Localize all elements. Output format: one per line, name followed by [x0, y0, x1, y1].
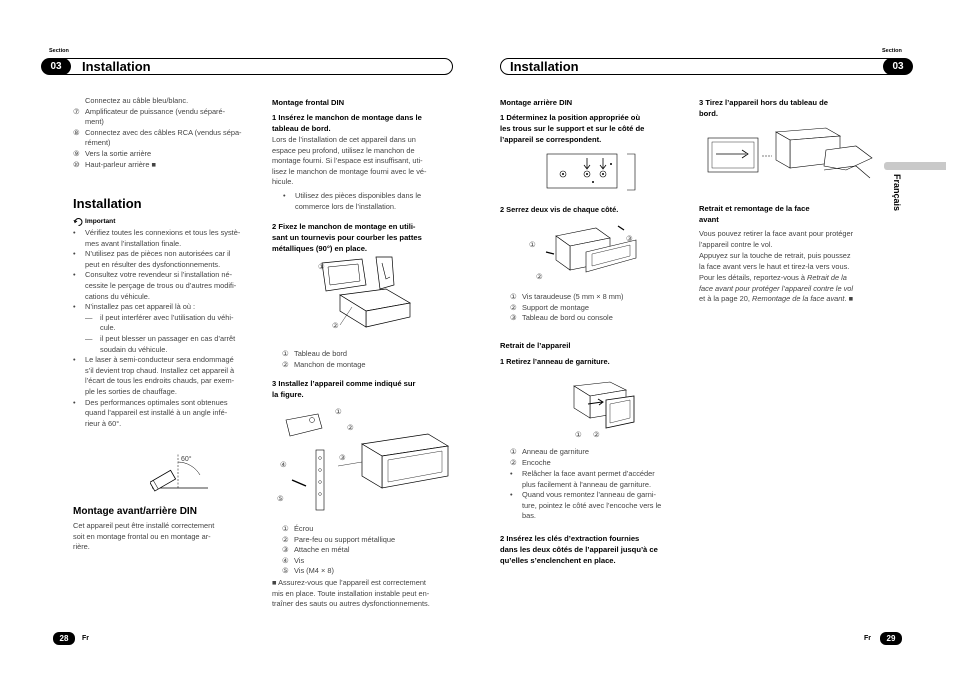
important-line	[73, 249, 258, 260]
important-line-text: quand l’appareil est installé à un angle infé-	[85, 408, 228, 418]
indent-spacer	[73, 366, 85, 377]
frontal-step2-line: sant un tournevis pour courber les pattes	[272, 233, 422, 242]
bullet-icon: •	[73, 355, 76, 365]
wiring-line	[73, 160, 258, 171]
header-title-left: Installation	[82, 59, 151, 74]
ring-legend-item	[510, 458, 690, 469]
din-body	[73, 521, 258, 553]
sleeve-legend-item-text: Tableau de bord	[294, 349, 348, 358]
frontal-step1-line: 1 Insérez le manchon de montage dans le	[272, 113, 422, 122]
wiring-line	[73, 117, 258, 128]
install-legend-item-number: ⑤	[282, 566, 289, 576]
din-heading: Montage avant/arrière DIN	[73, 506, 197, 517]
page-number-left: 28	[53, 632, 75, 645]
screw-legend-item-number: ①	[510, 292, 517, 301]
page-number-right: 29	[880, 632, 902, 645]
important-line	[73, 387, 258, 398]
important-line	[73, 281, 258, 292]
important-line	[73, 355, 258, 366]
important-line-text: ple les sorties de chauffage.	[85, 386, 177, 396]
important-line-text: cations du véhicule.	[85, 291, 150, 301]
angle-diagram	[150, 448, 210, 493]
face-body3-end: . ■	[844, 294, 854, 304]
face-heading-line: avant	[699, 215, 719, 224]
ring-legend	[510, 447, 690, 468]
install-legend-item-text: Vis	[294, 555, 305, 565]
sleeve-legend-item	[282, 349, 457, 360]
frontal-bullet-text: commerce lors de l’installation.	[295, 201, 397, 211]
ring-bullet-line	[510, 469, 690, 480]
sleeve-callout-2: ②	[332, 321, 339, 330]
wiring-line	[73, 149, 258, 160]
ring-bullet-line-text: Relâcher la face avant permet d’accéder	[522, 469, 655, 478]
install-legend-item-text: Écrou	[294, 524, 314, 533]
face-body2	[699, 251, 884, 272]
screw-legend-item-number: ②	[510, 302, 517, 312]
important-line	[73, 419, 258, 430]
install-legend-item-number: ①	[282, 524, 289, 533]
frontal-step3-line: 3 Installez l’appareil comme indiqué sur	[272, 379, 416, 388]
ring-callout-1: ①	[575, 430, 582, 439]
important-line	[73, 239, 258, 250]
ring-legend-item-text: Anneau de garniture	[522, 447, 589, 456]
frontal-step2-line: métalliques (90°) en place.	[272, 244, 368, 253]
install-figure	[278, 406, 458, 518]
indent-spacer	[73, 419, 85, 430]
rear-step2b-line: 2 Insérez les clés d’extraction fournies	[500, 534, 640, 543]
important-line	[73, 228, 258, 239]
screw-callout-3: ③	[626, 234, 633, 243]
screw-figure	[540, 222, 640, 282]
lang-right: Fr	[864, 635, 871, 642]
wiring-line-number: ⑨	[73, 148, 80, 158]
indent-spacer	[73, 281, 85, 292]
important-line-text: cessite le perçage de trous ou d’autres modifi-	[85, 280, 237, 290]
rear-step1-line: 1 Déterminez la position appropriée où	[500, 113, 641, 122]
install-legend-item-text: Vis (M4 × 8)	[294, 566, 334, 576]
wiring-line-text: Haut-parleur arrière ■	[85, 159, 157, 169]
face-body2-line: Appuyez sur la touche de retrait, puis poussez	[699, 251, 851, 260]
wiring-line-number: ⑦	[73, 106, 80, 116]
section-number-left: 03	[41, 58, 71, 75]
install-callout-4: ④	[280, 460, 287, 469]
section-label-right: Section	[882, 48, 902, 54]
section-label-left: Section	[49, 48, 69, 54]
ring-bullets	[510, 469, 690, 522]
pull-step3-line: bord.	[699, 109, 718, 118]
frontal-body-line: montage fourni. Si l’espace est insuffisant, uti-	[272, 156, 423, 166]
ring-bullet-line	[510, 511, 690, 522]
face-body3-link-c[interactable]: Remontage de la face avant	[752, 294, 845, 304]
angle-label: 60°	[181, 456, 192, 463]
important-line-text: l’écart de tous les endroits chauds, par exem-	[85, 376, 235, 386]
important-line	[73, 366, 258, 377]
bullet-icon: •	[73, 302, 76, 312]
screw-callout-1: ①	[529, 240, 536, 249]
frontal-body-line: Lors de l’installation de cet appareil dans un	[272, 135, 416, 144]
frontal-heading: Montage frontal DIN	[272, 98, 345, 107]
ring-bullet-line-text: Quand vous remontez l’anneau de garni-	[522, 490, 656, 500]
rear-step1-line: l’appareil se correspondent.	[500, 135, 602, 144]
important-line	[73, 408, 258, 419]
install-note	[272, 578, 457, 610]
screw-legend-item-text: Tableau de bord ou console	[522, 313, 613, 323]
important-line-text: N’utilisez pas de pièces non autorisées car il	[85, 249, 231, 259]
face-body3-link-a[interactable]: Retrait de la	[807, 273, 847, 282]
ring-bullet-line	[510, 490, 690, 501]
frontal-step1-line: tableau de bord.	[272, 124, 331, 133]
install-callout-1: ①	[335, 407, 342, 416]
side-tab-bar	[884, 162, 946, 170]
sleeve-legend-item-text: Manchon de montage	[294, 359, 366, 369]
screw-callout-2: ②	[536, 272, 543, 281]
ring-bullet-line	[510, 501, 690, 512]
bullet-icon: •	[283, 191, 286, 200]
important-line-text: cule.	[100, 323, 116, 333]
sleeve-callout-1: ①	[318, 262, 325, 271]
ring-legend-item-text: Encoche	[522, 457, 551, 467]
wiring-line-number: ⑩	[73, 159, 80, 169]
wiring-line	[73, 96, 258, 107]
important-line-text: rieur à 60°.	[85, 418, 122, 428]
frontal-bullet-line	[283, 202, 458, 213]
important-line	[73, 398, 258, 409]
header-title-right: Installation	[510, 59, 579, 74]
important-line	[73, 376, 258, 387]
ring-legend-item-number: ①	[510, 447, 517, 456]
important-line-text: Des performances optimales sont obtenues	[85, 397, 228, 407]
important-line	[73, 302, 258, 313]
install-legend	[282, 524, 457, 577]
important-label: Important	[85, 218, 116, 225]
important-line	[73, 323, 258, 334]
indent-spacer	[85, 323, 100, 334]
screw-legend	[510, 292, 690, 324]
ring-callout-2: ②	[593, 430, 600, 439]
important-line-text: il peut interférer avec l’utilisation du véhi-	[100, 312, 234, 322]
face-heading-line: Retrait et remontage de la face	[699, 204, 810, 213]
ring-bullet-line-text: bas.	[522, 511, 536, 521]
indent-spacer	[510, 480, 522, 491]
face-body3-text-a: Pour les détails, reportez-vous à	[699, 273, 808, 282]
ring-legend-item-number: ②	[510, 457, 517, 467]
important-line-text: Le laser à semi-conducteur sera endommagé	[85, 355, 234, 365]
frontal-body-line: espace peu profond, utilisez le manchon de	[272, 145, 415, 155]
indent-spacer	[73, 408, 85, 419]
install-callout-3: ③	[339, 453, 346, 462]
important-icon	[73, 217, 85, 227]
frontal-body-line: hicule.	[272, 177, 294, 187]
face-body1-line: Vous pouvez retirer la face avant pour protéger	[699, 229, 854, 238]
wiring-line	[73, 128, 258, 139]
install-legend-item	[282, 524, 457, 535]
ring-bullet-line-text: plus facilement à l’anneau de garniture.	[522, 479, 652, 489]
important-line-text: Vérifiez toutes les connexions et tous les systè-	[85, 228, 241, 237]
wiring-line	[73, 107, 258, 118]
indent-spacer	[510, 511, 522, 522]
wiring-line-number: ⑧	[73, 127, 80, 137]
indent-spacer	[85, 345, 100, 356]
rear-step1-line: les trous sur le support et sur le côté de	[500, 124, 645, 133]
important-line	[73, 270, 258, 281]
indent-spacer	[73, 387, 85, 398]
indent-spacer	[73, 239, 85, 250]
bullet-icon: •	[73, 228, 76, 237]
frontal-body-line: lisez le manchon de montage fourni avec le vé-	[272, 166, 427, 176]
wiring-line-number	[73, 117, 85, 128]
bracket-figure	[545, 150, 637, 194]
important-line-text: Consultez votre revendeur si l’installation né-	[85, 270, 233, 280]
lang-left: Fr	[82, 635, 89, 642]
bullet-icon: •	[73, 249, 76, 259]
screw-legend-item	[510, 313, 690, 324]
wiring-line-text: Connectez au câble bleu/blanc.	[85, 96, 189, 105]
ring-bullet-line	[510, 480, 690, 491]
install-legend-item	[282, 566, 457, 577]
pull-step3	[699, 97, 884, 119]
sleeve-legend	[282, 349, 457, 370]
wiring-line-number	[73, 138, 85, 149]
rear-step2b-line: qu’elles s’enclenchent en place.	[500, 556, 616, 565]
important-line	[73, 334, 258, 345]
face-heading	[699, 203, 884, 225]
indent-spacer	[510, 501, 522, 512]
indent-spacer	[73, 376, 85, 387]
frontal-bullet	[283, 191, 458, 212]
retrait-step1: 1 Retirez l’anneau de garniture.	[500, 357, 610, 366]
installation-heading: Installation	[73, 196, 142, 211]
screw-legend-item-text: Vis taraudeuse (5 mm × 8 mm)	[522, 292, 624, 301]
indent-spacer	[73, 292, 85, 303]
frontal-step2-line: 2 Fixez le manchon de montage en utili-	[272, 222, 416, 231]
install-note-line: mis en place. Toute installation instable peut en-	[272, 588, 430, 598]
din-body-line: rière.	[73, 542, 90, 552]
bullet-icon: •	[510, 469, 513, 478]
face-body3-text-b: et à la page 20,	[699, 294, 753, 304]
bullet-icon: •	[73, 270, 76, 280]
install-note-line: ■ Assurez-vous que l’appareil est correctement	[272, 578, 426, 587]
rear-step1	[500, 112, 685, 145]
important-line	[73, 260, 258, 271]
dash-icon: —	[85, 312, 93, 322]
important-line-text: peut en résulter des dysfonctionnements.	[85, 259, 221, 269]
rear-heading: Montage arrière DIN	[500, 98, 573, 107]
bullet-icon: •	[73, 397, 76, 407]
indent-spacer	[283, 202, 295, 213]
frontal-step2	[272, 221, 457, 254]
sleeve-legend-item	[282, 360, 457, 371]
install-legend-item-number: ②	[282, 534, 289, 544]
face-body3-link-b[interactable]: face avant pour protéger l’appareil contre le vol	[699, 283, 854, 293]
retrait-heading: Retrait de l’appareil	[500, 341, 571, 350]
frontal-step1-body	[272, 135, 457, 188]
din-body-line: soit en montage frontal ou en montage ar-	[73, 531, 211, 541]
frontal-bullet-text: Utilisez des pièces disponibles dans le	[295, 191, 422, 200]
pull-step3-line: 3 Tirez l’appareil hors du tableau de	[699, 98, 828, 107]
install-callout-2: ②	[347, 423, 354, 432]
important-list	[73, 228, 258, 429]
important-row	[73, 216, 115, 227]
rear-step2b	[500, 533, 685, 566]
frontal-step3-line: la figure.	[272, 390, 304, 399]
sleeve-legend-item-number: ②	[282, 359, 289, 369]
install-note-line: traîner des sauts ou autres dysfonctionnements.	[272, 599, 430, 609]
install-legend-item-text: Attache en métal	[294, 545, 350, 555]
install-legend-item	[282, 556, 457, 567]
important-line-text: mes avant l’installation finale.	[85, 238, 182, 248]
install-legend-item	[282, 535, 457, 546]
screw-legend-item-number: ③	[510, 313, 517, 323]
wiring-line-text: ment)	[85, 117, 104, 127]
install-legend-item-number: ④	[282, 555, 289, 565]
ring-legend-item	[510, 447, 690, 458]
face-body3	[699, 273, 884, 305]
rear-step2b-line: dans les deux côtés de l’appareil jusqu’à ce	[500, 545, 658, 554]
install-legend-item	[282, 545, 457, 556]
wiring-line-text: rément)	[85, 138, 111, 148]
important-line-text: N’installez pas cet appareil là où :	[85, 302, 196, 312]
important-line-text: il peut blesser un passager en cas d’arrêt	[100, 333, 236, 343]
important-line-text: s’il devient trop chaud. Installez cet appareil à	[85, 365, 235, 375]
screw-legend-item	[510, 303, 690, 314]
install-legend-item-text: Pare-feu ou support métallique	[294, 534, 396, 544]
install-legend-item-number: ③	[282, 545, 289, 555]
wiring-line-text: Amplificateur de puissance (vendu séparé-	[85, 106, 226, 116]
indent-spacer	[73, 260, 85, 271]
wiring-line-text: Connectez avec des câbles RCA (vendus sépa-	[85, 127, 242, 137]
pullout-figure	[706, 126, 876, 188]
sleeve-legend-item-number: ①	[282, 349, 289, 358]
important-line	[73, 313, 258, 324]
important-line	[73, 292, 258, 303]
install-callout-5: ⑤	[277, 494, 284, 503]
frontal-step1	[272, 112, 457, 134]
bullet-icon: •	[510, 490, 513, 500]
important-line	[73, 345, 258, 356]
wiring-line-number	[73, 96, 85, 107]
screw-legend-item-text: Support de montage	[522, 302, 589, 312]
face-body1	[699, 229, 884, 250]
ring-figure	[570, 378, 640, 438]
face-body2-line: la face avant vers le haut et tirez-la vers vous.	[699, 261, 850, 271]
dash-icon: —	[85, 333, 93, 343]
wiring-line	[73, 138, 258, 149]
face-body1-line: l’appareil contre le vol.	[699, 239, 773, 249]
sleeve-figure	[310, 255, 422, 345]
screw-legend-item	[510, 292, 690, 303]
wiring-list	[73, 96, 258, 170]
rear-step2: 2 Serrez deux vis de chaque côté.	[500, 205, 619, 214]
important-line-text: soudain du véhicule.	[100, 344, 168, 354]
frontal-bullet-line	[283, 191, 458, 202]
wiring-line-text: Vers la sortie arrière	[85, 148, 152, 158]
section-number-right: 03	[883, 58, 913, 75]
frontal-step3	[272, 378, 457, 400]
din-body-line: Cet appareil peut être installé correctement	[73, 521, 215, 530]
side-tab-label: Français	[892, 174, 902, 212]
ring-bullet-line-text: ture, pointez le côté avec l’encoche vers le	[522, 500, 662, 510]
